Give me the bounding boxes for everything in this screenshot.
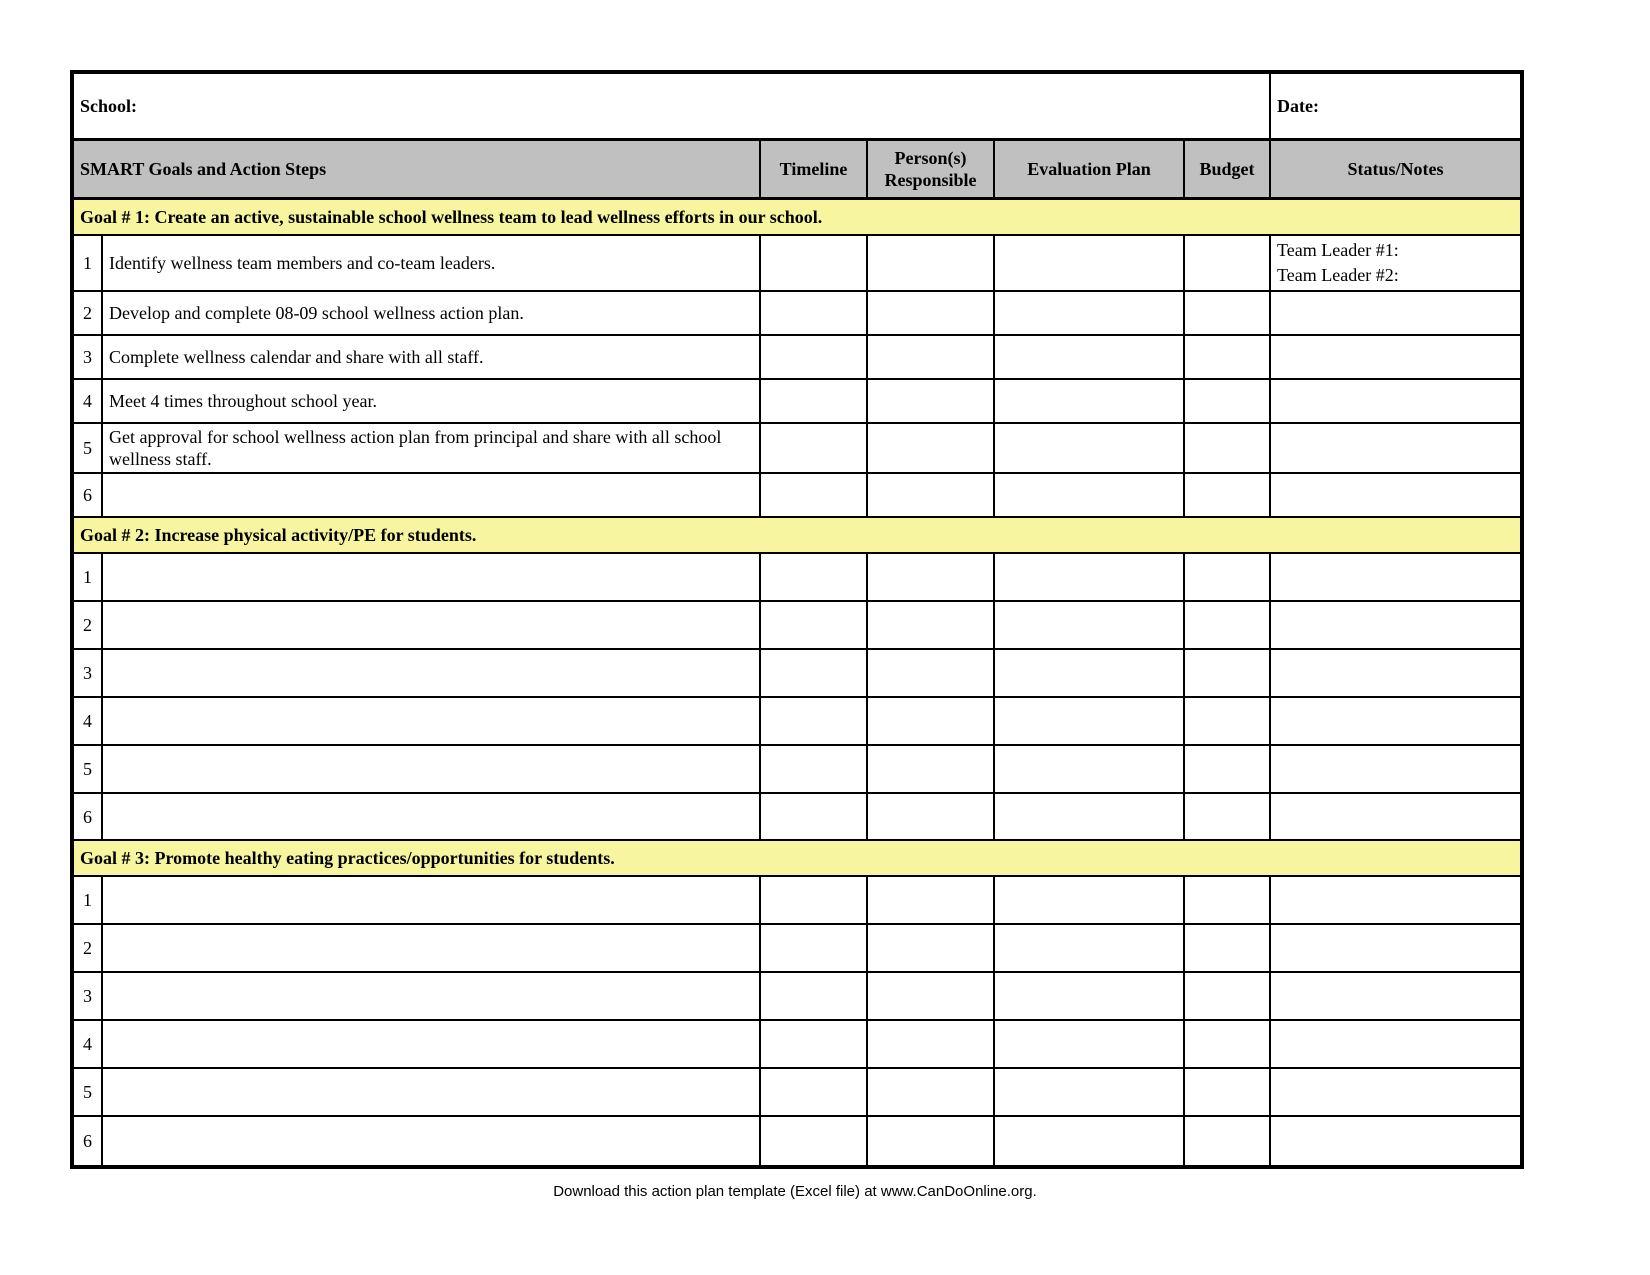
status-notes-cell — [1270, 793, 1522, 840]
evaluation-plan-cell — [994, 1116, 1184, 1167]
timeline-cell — [760, 335, 867, 379]
evaluation-plan-cell — [994, 649, 1184, 697]
action-step-row — [72, 601, 1522, 649]
action-step-text — [102, 793, 760, 840]
status-notes-cell — [1270, 924, 1522, 972]
timeline-cell — [760, 697, 867, 745]
evaluation-plan-cell — [994, 553, 1184, 601]
goal-band-row — [72, 199, 1522, 236]
persons-responsible-cell — [867, 473, 994, 517]
action-step-row — [72, 1116, 1522, 1167]
evaluation-plan-cell — [994, 972, 1184, 1020]
action-step-row — [72, 745, 1522, 793]
action-step-row — [72, 924, 1522, 972]
action-step-text — [102, 649, 760, 697]
status-notes-cell — [1270, 972, 1522, 1020]
budget-cell — [1184, 601, 1270, 649]
goal-2-title: Goal # 2: Increase physical activity/PE for students. — [72, 517, 1522, 553]
budget-cell — [1184, 1068, 1270, 1116]
action-step-row — [72, 291, 1522, 335]
step-number: 1 — [72, 553, 102, 601]
action-step-text — [102, 1116, 760, 1167]
action-step-row — [72, 876, 1522, 924]
action-step-text — [102, 1068, 760, 1116]
budget-cell — [1184, 473, 1270, 517]
budget-cell — [1184, 335, 1270, 379]
action-step-text — [102, 1020, 760, 1068]
step-number: 5 — [72, 745, 102, 793]
persons-responsible-cell — [867, 745, 994, 793]
action-step-text: Complete wellness calendar and share with all staff. — [102, 335, 760, 379]
status-notes-cell — [1270, 697, 1522, 745]
persons-responsible-cell — [867, 291, 994, 335]
status-notes-cell — [1270, 1068, 1522, 1116]
action-step-row — [72, 972, 1522, 1020]
timeline-header: Timeline — [760, 140, 867, 199]
persons-responsible-cell — [867, 924, 994, 972]
timeline-cell — [760, 553, 867, 601]
evaluation-plan-cell — [994, 335, 1184, 379]
evaluation-plan-cell — [994, 601, 1184, 649]
goal-1-title: Goal # 1: Create an active, sustainable school wellness team to lead wellness efforts in our school. — [72, 199, 1522, 236]
goal-band-row — [72, 517, 1522, 553]
action-step-row — [72, 335, 1522, 379]
action-plan-table — [70, 70, 1524, 1169]
budget-cell — [1184, 1020, 1270, 1068]
budget-cell — [1184, 924, 1270, 972]
step-number: 2 — [72, 601, 102, 649]
school-date-row — [72, 72, 1522, 140]
budget-cell — [1184, 793, 1270, 840]
evaluation-plan-cell — [994, 697, 1184, 745]
step-number: 4 — [72, 1020, 102, 1068]
timeline-cell — [760, 423, 867, 473]
step-number: 3 — [72, 649, 102, 697]
status-notes-cell — [1270, 601, 1522, 649]
persons-responsible-cell — [867, 876, 994, 924]
status-notes-cell — [1270, 1020, 1522, 1068]
action-step-row — [72, 423, 1522, 473]
persons-responsible-cell — [867, 793, 994, 840]
status-notes-cell — [1270, 1116, 1522, 1167]
budget-cell — [1184, 291, 1270, 335]
step-number: 3 — [72, 972, 102, 1020]
budget-cell — [1184, 876, 1270, 924]
status-notes-cell — [1270, 423, 1522, 473]
evaluation-plan-cell — [994, 379, 1184, 423]
step-number: 4 — [72, 379, 102, 423]
timeline-cell — [760, 291, 867, 335]
status-notes-cell — [1270, 745, 1522, 793]
school-field-label: School: — [72, 72, 1270, 140]
smart-goals-header: SMART Goals and Action Steps — [72, 140, 760, 199]
budget-cell — [1184, 423, 1270, 473]
action-step-text: Develop and complete 08-09 school wellness action plan. — [102, 291, 760, 335]
timeline-cell — [760, 972, 867, 1020]
timeline-cell — [760, 793, 867, 840]
timeline-cell — [760, 745, 867, 793]
action-step-text — [102, 972, 760, 1020]
status-notes-cell — [1270, 553, 1522, 601]
persons-responsible-cell — [867, 1116, 994, 1167]
action-step-text — [102, 553, 760, 601]
action-step-text — [102, 924, 760, 972]
action-step-row — [72, 379, 1522, 423]
action-step-text — [102, 876, 760, 924]
evaluation-plan-cell — [994, 924, 1184, 972]
action-step-text — [102, 473, 760, 517]
action-step-row — [72, 473, 1522, 517]
step-number: 1 — [72, 876, 102, 924]
action-step-text: Get approval for school wellness action plan from principal and share with all school wellness staff. — [102, 423, 760, 473]
status-notes-cell — [1270, 473, 1522, 517]
download-footer-text: Download this action plan template (Excel file) at www.CanDoOnline.org. — [553, 1183, 1037, 1200]
timeline-cell — [760, 1116, 867, 1167]
action-step-text — [102, 601, 760, 649]
evaluation-plan-cell — [994, 235, 1184, 291]
status-notes-cell — [1270, 379, 1522, 423]
action-step-row — [72, 793, 1522, 840]
persons-responsible-cell — [867, 423, 994, 473]
status-notes-cell — [1270, 335, 1522, 379]
persons-responsible-cell — [867, 235, 994, 291]
action-step-row — [72, 697, 1522, 745]
step-number: 2 — [72, 291, 102, 335]
step-number: 5 — [72, 1068, 102, 1116]
status-note-line: Team Leader #1: — [1277, 240, 1399, 260]
goal-3-title: Goal # 3: Promote healthy eating practices/opportunities for students. — [72, 840, 1522, 876]
step-number: 5 — [72, 423, 102, 473]
evaluation-plan-cell — [994, 745, 1184, 793]
persons-responsible-cell — [867, 335, 994, 379]
action-step-text: Meet 4 times throughout school year. — [102, 379, 760, 423]
budget-cell — [1184, 745, 1270, 793]
goals-body — [72, 72, 1522, 1167]
budget-cell — [1184, 697, 1270, 745]
persons-responsible-cell — [867, 649, 994, 697]
action-step-row — [72, 235, 1522, 291]
evaluation-plan-cell — [994, 1020, 1184, 1068]
evaluation-plan-cell — [994, 473, 1184, 517]
persons-responsible-cell — [867, 972, 994, 1020]
timeline-cell — [760, 649, 867, 697]
action-step-row — [72, 553, 1522, 601]
evaluation-plan-header: Evaluation Plan — [994, 140, 1184, 199]
budget-cell — [1184, 235, 1270, 291]
budget-cell — [1184, 553, 1270, 601]
persons-responsible-cell — [867, 697, 994, 745]
step-number: 1 — [72, 235, 102, 291]
action-plan-sheet — [70, 70, 1520, 1200]
timeline-cell — [760, 1068, 867, 1116]
step-number: 3 — [72, 335, 102, 379]
action-step-text — [102, 745, 760, 793]
step-number: 4 — [72, 697, 102, 745]
step-number: 6 — [72, 473, 102, 517]
timeline-cell — [760, 473, 867, 517]
column-header-row — [72, 140, 1522, 199]
evaluation-plan-cell — [994, 291, 1184, 335]
step-number: 6 — [72, 1116, 102, 1167]
persons-responsible-header: Person(s) Responsible — [867, 140, 994, 199]
step-number: 6 — [72, 793, 102, 840]
evaluation-plan-cell — [994, 1068, 1184, 1116]
status-note-line: Team Leader #2: — [1277, 265, 1399, 285]
status-notes-cell — [1270, 235, 1522, 291]
status-notes-header: Status/Notes — [1270, 140, 1522, 199]
budget-cell — [1184, 649, 1270, 697]
step-number: 2 — [72, 924, 102, 972]
budget-cell — [1184, 972, 1270, 1020]
persons-responsible-cell — [867, 379, 994, 423]
status-notes-cell — [1270, 876, 1522, 924]
timeline-cell — [760, 876, 867, 924]
persons-responsible-cell — [867, 1020, 994, 1068]
goal-band-row — [72, 840, 1522, 876]
timeline-cell — [760, 379, 867, 423]
timeline-cell — [760, 1020, 867, 1068]
budget-cell — [1184, 1116, 1270, 1167]
action-step-row — [72, 1068, 1522, 1116]
status-notes-cell — [1270, 649, 1522, 697]
timeline-cell — [760, 924, 867, 972]
persons-responsible-cell — [867, 601, 994, 649]
budget-header: Budget — [1184, 140, 1270, 199]
timeline-cell — [760, 601, 867, 649]
action-step-row — [72, 649, 1522, 697]
persons-responsible-cell — [867, 1068, 994, 1116]
timeline-cell — [760, 235, 867, 291]
evaluation-plan-cell — [994, 423, 1184, 473]
date-field-label: Date: — [1270, 72, 1522, 140]
evaluation-plan-cell — [994, 876, 1184, 924]
budget-cell — [1184, 379, 1270, 423]
persons-responsible-cell — [867, 553, 994, 601]
evaluation-plan-cell — [994, 793, 1184, 840]
action-step-text — [102, 697, 760, 745]
action-step-row — [72, 1020, 1522, 1068]
status-notes-cell — [1270, 291, 1522, 335]
action-step-text: Identify wellness team members and co-team leaders. — [102, 235, 760, 291]
